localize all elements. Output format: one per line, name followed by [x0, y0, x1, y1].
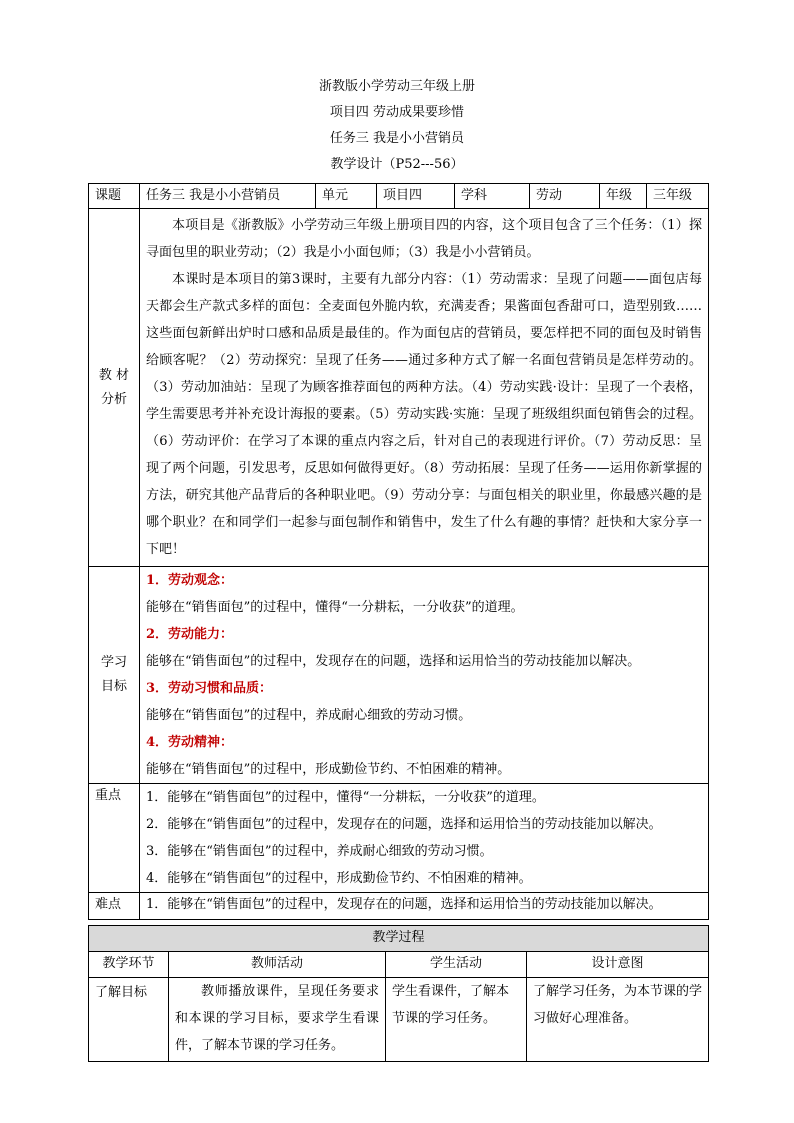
- design-title: 教学设计（P52---56）: [330, 157, 464, 172]
- process-header-row: [89, 952, 709, 978]
- stage-cell: 了解目标: [89, 978, 169, 1062]
- student-activity-cell: 学生看课件，了解本节课的学习任务。: [386, 978, 527, 1062]
- table-row: [89, 978, 709, 1062]
- teaching-process-table: [88, 925, 709, 1062]
- analysis-row: [89, 209, 709, 567]
- subject-value: 劳动: [530, 184, 600, 209]
- key-point-item: 3．能够在“销售面包”的过程中，养成耐心细致的劳动习惯。: [146, 844, 493, 859]
- column-header-intent: 设计意图: [527, 952, 709, 978]
- project-title: 项目四 劳动成果要珍惜: [329, 105, 465, 120]
- key-point-item: 1．能够在“销售面包”的过程中，懂得“一分耕耘，一分收获”的道理。: [146, 790, 545, 805]
- subject-label: 学科: [455, 184, 530, 209]
- objectives-label: 学习 目标: [89, 567, 140, 784]
- grade-label: 年级: [600, 184, 647, 209]
- objective-text: 能够在“销售面包”的过程中，养成耐心细致的劳动习惯。: [146, 708, 472, 723]
- objective-text: 能够在“销售面包”的过程中，发现存在的问题，选择和运用恰当的劳动技能加以解决。: [146, 654, 641, 669]
- key-points-row: [89, 784, 709, 893]
- key-point-item: 4．能够在“销售面包”的过程中，形成勤俭节约、不怕困难的精神。: [146, 871, 532, 886]
- document-title: 浙教版小学劳动三年级上册: [318, 79, 475, 94]
- topic-value: 任务三 我是小小营销员: [140, 184, 316, 209]
- key-points-content: [140, 784, 709, 893]
- analysis-content: [140, 209, 709, 567]
- column-header-student: 学生活动: [386, 952, 527, 978]
- objective-text: 能够在“销售面包”的过程中，懂得“一分耕耘，一分收获”的道理。: [146, 600, 524, 615]
- analysis-paragraph-2: 本课时是本项目的第3课时，主要有九部分内容：（1）劳动需求：呈现了问题——面包店每天都会生产款式多样的面包：全麦面包外脆内软，充满麦香；果酱面包香甜可口，造型别致……这些面包新鲜出炉时口感和品质是最佳的。作为面包店的营销员，要怎样把不同的面包及时销售给顾客呢？（2）劳动探究：呈现了任务——通过多种方式了解一名面包营销员是怎样劳动的。（3）劳动加油站：呈现了为顾客推荐面包的两种方法。（4）劳动实践·设计：呈现了一个表格，学生需要思考并补充设计海报的要素。（5）劳动实践·实施：呈现了班级组织面包销售会的过程。（6）劳动评价：在学习了本课的重点内容之后，针对自己的表现进行评价。（7）劳动反思：呈现了两个问题，引发思考，反思如何做得更好。（8）劳动拓展：呈现了任务——运用你新掌握的方法，研究其他产品背后的各种职业吧。（9）劳动分享：与面包相关的职业里，你最感兴趣的是哪个职业？在和同学们一起参与面包制作和销售中，发生了什么有趣的事情？赶快和大家分享一下吧！: [146, 272, 702, 557]
- column-header-stage: 教学环节: [89, 952, 169, 978]
- difficulty-label: 难点: [89, 893, 140, 920]
- objectives-row: [89, 567, 709, 784]
- analysis-label: 教 材 分析: [89, 209, 140, 567]
- topic-label: 课题: [89, 184, 140, 209]
- unit-value: 项目四: [377, 184, 455, 209]
- difficulty-text: 1．能够在“销售面包”的过程中，发现存在的问题，选择和运用恰当的劳动技能加以解决。: [140, 893, 709, 920]
- document-header: [0, 74, 794, 178]
- key-point-item: 2．能够在“销售面包”的过程中，发现存在的问题，选择和运用恰当的劳动技能加以解决。: [146, 817, 662, 832]
- difficulty-row: [89, 893, 709, 920]
- analysis-paragraph-1: 本项目是《浙教版》小学劳动三年级上册项目四的内容，这个项目包含了三个任务：（1）探寻面包里的职业劳动；（2）我是小小面包师；（3）我是小小营销员。: [146, 218, 702, 260]
- design-intent-cell: 了解学习任务，为本节课的学习做好心理准备。: [527, 978, 709, 1062]
- key-points-label: 重点: [89, 784, 140, 893]
- teacher-activity-cell: 教师播放课件，呈现任务要求和本课的学习目标，要求学生看课件，了解本节课的学习任务。: [169, 978, 386, 1062]
- grade-value: 三年级: [647, 184, 709, 209]
- objectives-content: [140, 567, 709, 784]
- objective-heading: 3．劳动习惯和品质：: [146, 681, 273, 696]
- process-title: 教学过程: [89, 926, 709, 952]
- objective-text: 能够在“销售面包”的过程中，形成勤俭节约、不怕困难的精神。: [146, 762, 511, 777]
- objective-heading: 2．劳动能力：: [146, 627, 234, 642]
- column-header-teacher: 教师活动: [169, 952, 386, 978]
- lesson-info-table: [88, 183, 709, 920]
- objective-heading: 1．劳动观念：: [146, 573, 234, 588]
- task-title: 任务三 我是小小营销员: [329, 131, 465, 146]
- objective-heading: 4．劳动精神：: [146, 735, 234, 750]
- unit-label: 单元: [316, 184, 377, 209]
